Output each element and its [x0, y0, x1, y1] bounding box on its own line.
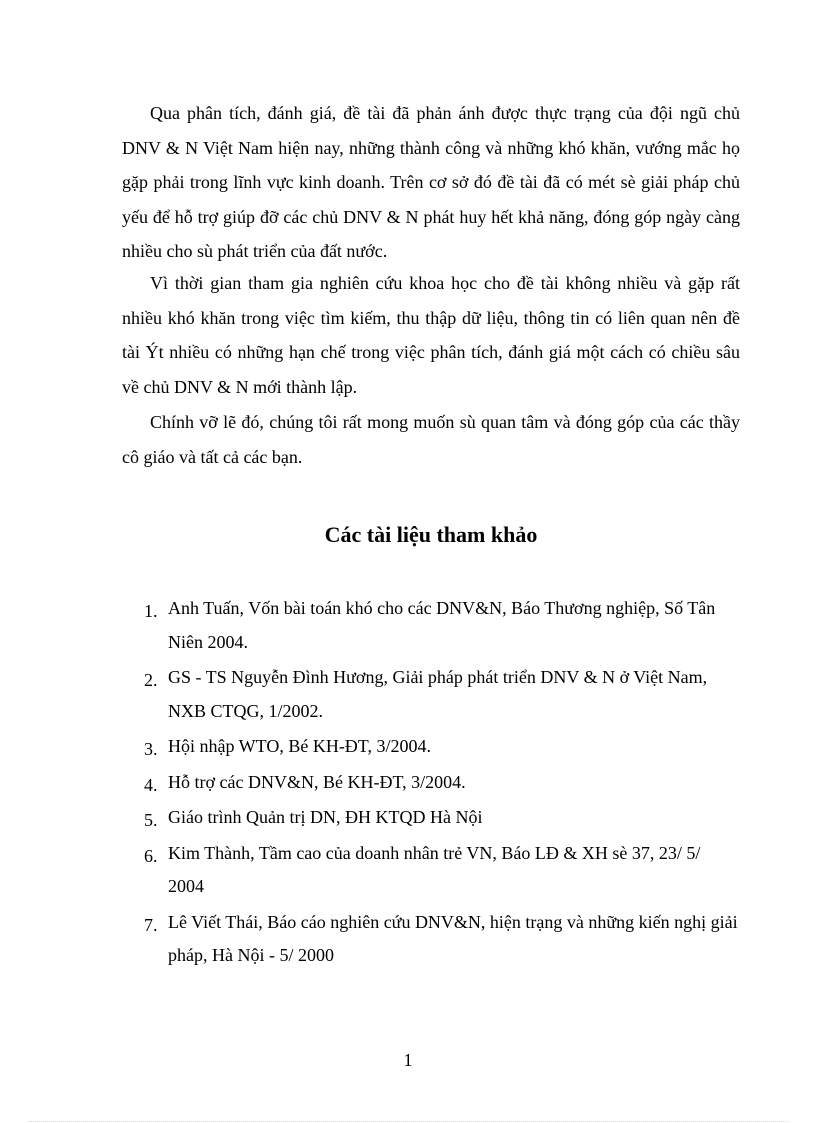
reference-number: 4.: [144, 774, 158, 795]
reference-item: [122, 766, 740, 800]
references-list: [122, 592, 740, 975]
reference-text: Kim Thành, Tầm cao của doanh nhân trẻ VN, Báo LĐ & XH sè 37, 23/ 5/ 2004: [168, 842, 701, 896]
reference-item: [122, 801, 740, 835]
reference-text: Anh Tuấn, Vốn bài toán khó cho các DNV&N, Báo Thương nghiệp, Số Tân Niên 2004.: [168, 598, 716, 652]
reference-item: [122, 661, 740, 728]
reference-number: 3.: [144, 739, 158, 759]
reference-number: 5.: [144, 810, 158, 830]
reference-text: Hỗ trợ các DNV&N, Bé KH-ĐT, 3/2004.: [168, 771, 466, 792]
reference-text: GS - TS Nguyễn Đình Hương, Giải pháp phát triển DNV & N ở Việt Nam, NXB CTQG, 1/2002.: [168, 667, 708, 721]
reference-text: Hội nhập WTO, Bé KH-ĐT, 3/2004.: [168, 736, 431, 756]
conclusion-paragraph-2: Vì thời gian tham gia nghiên cứu khoa học cho đề tài không nhiều và gặp rất nhiều khó khăn trong việc tìm kiếm, thu thập dữ liệu, thông tin có liên quan nên đề tài Ýt nhiều có những hạn chế trong việc phân tích, đánh giá một cách có chiều sâu về chủ DNV & N mới thành lập.: [122, 273, 740, 397]
references-heading: Các tài liệu tham khảo: [324, 522, 538, 547]
reference-number: 1.: [144, 601, 158, 621]
reference-item: [122, 837, 740, 904]
reference-item: [122, 730, 740, 764]
reference-text: Lê Viết Thái, Báo cáo nghiên cứu DNV&N, hiện trạng và những kiến nghị giải pháp, Hà Nội - 5/ 2000: [168, 911, 738, 965]
reference-text: Giáo trình Quản trị DN, ĐH KTQD Hà Nội: [168, 807, 483, 827]
page-bottom-divider: [28, 1121, 788, 1122]
reference-number: 2.: [144, 670, 158, 690]
conclusion-paragraph-1: Qua phân tích, đánh giá, đề tài đã phản ánh được thực trạng của đội ngũ chủ DNV & N Việt Nam hiện nay, những thành công và những khó khăn, vướng mắc họ gặp phải trong lĩnh vực kinh doanh. Trên cơ sở đó đề tài đã có mét sè giải pháp chủ yếu để hỗ trợ giúp đỡ các chủ DNV & N phát huy hết khả năng, đóng góp ngày càng nhiều cho sù phát triển của đất nước.: [122, 103, 740, 261]
reference-item: [122, 592, 740, 659]
conclusion-paragraph-3: Chính vỡ lẽ đó, chúng tôi rất mong muốn sù quan tâm và đóng góp của các thầy cô giáo và tất cả các bạn.: [122, 412, 740, 467]
reference-number: 7.: [144, 914, 158, 935]
page-number: 1: [403, 1050, 413, 1070]
reference-item: [122, 906, 740, 973]
reference-number: 6.: [144, 845, 158, 866]
